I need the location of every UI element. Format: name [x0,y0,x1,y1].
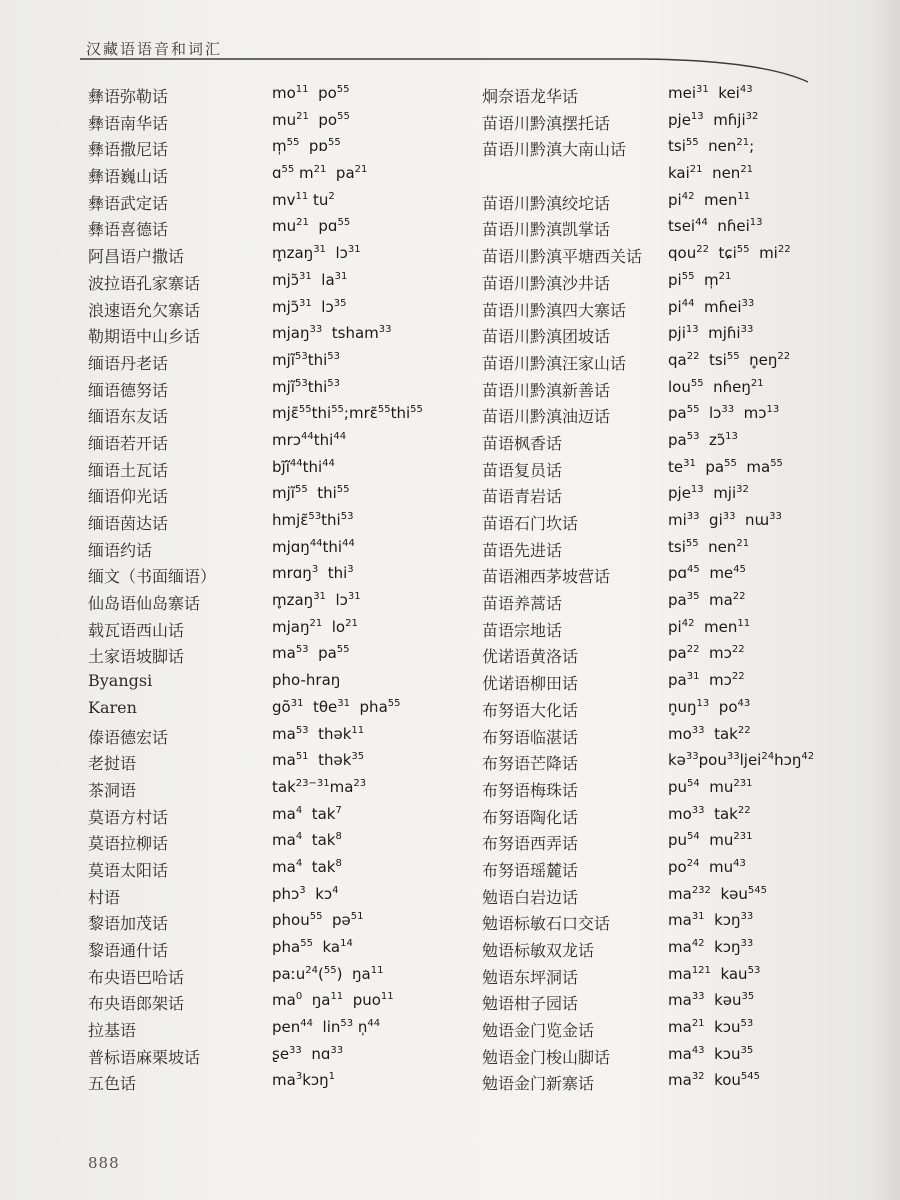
entry-row [482,135,892,162]
language-name: 莫语方村话 [88,807,169,827]
language-name: 黎语加茂话 [88,914,169,934]
language-name: 彝语武定话 [88,193,169,213]
phonetic-form: tsei$^{44}$ nɦei$^{13}$ [668,217,763,236]
entry-row [482,296,892,323]
phonetic-form: $ma^{53}$ $pa^{55}$ [272,644,350,663]
language-name: 缅语约话 [88,540,153,560]
phonetic-form: lou$^{55}$ nɦeŋ$^{21}$ [668,377,764,396]
phonetic-form: $tak^{23-31}ma^{23}$ [272,777,367,796]
entry-row [84,135,474,162]
phonetic-form: pɑ$^{45}$ $me^{45}$ [668,564,746,583]
entry-row [84,749,474,776]
phonetic-form: $qa^{22}$ tsi$^{55}$ $n̥eŋ^{22}$ [668,350,791,369]
page-number: 888 [88,1154,120,1172]
language-name: 苗语湘西茅坡营话 [482,567,611,587]
phonetic-form: mjĩ$^{55}$ thi$^{55}$ [272,484,350,503]
phonetic-form: $pa^{31}$ mɔ$^{22}$ [668,671,745,690]
language-name: 彝语南华话 [88,113,169,133]
phonetic-form: pen$^{44}$ lin$^{53}$ n̩$^{44}$ [272,1018,381,1037]
language-name: 苗语复员话 [482,460,563,480]
entry-row [482,883,892,910]
language-name: 苗语川黔滇摆托话 [482,113,611,133]
language-name: Karen [88,697,137,717]
entry-row [482,456,892,483]
language-name: 苗语青岩话 [482,487,563,507]
phonetic-form: $mo^{33}$ tak$^{22}$ [668,724,751,743]
language-name: 苗语枫香话 [482,433,563,453]
language-name: 苗语石门坎话 [482,514,579,533]
language-name: 苗语川黔滇凯掌话 [482,220,611,240]
phonetic-form: $pa^{35}$ $ma^{22}$ [668,591,746,610]
phonetic-form: kai$^{21}$ nen$^{21}$ [668,164,754,183]
entry-row [84,696,474,723]
phonetic-form: $pi^{42}$ men$^{11}$ [668,617,751,636]
language-name: 缅语土瓦话 [88,460,169,480]
entry-row [84,616,474,643]
language-name: 土家语坡脚话 [88,647,185,667]
phonetic-form: $mo^{33}$ tak$^{22}$ [668,804,751,823]
language-name: 彝语撒尼话 [88,140,169,160]
language-name: 波拉语孔家寨话 [88,273,201,293]
language-name: 布努语芒降话 [482,754,579,774]
language-name: 莫语拉柳话 [88,834,169,854]
phonetic-form: $mo^{11}$ $po^{55}$ [272,84,350,102]
phonetic-form: $ma^{53}$ thək$^{11}$ [272,724,365,743]
entry-row [482,322,892,349]
entry-row [482,482,892,509]
phonetic-form: $gõ^{31}$ tθe$^{31}$ pha$^{55}$ [272,697,401,716]
entry-row [482,589,892,616]
entry-row [84,376,474,403]
language-name: 勉语标敏石口交话 [482,914,611,934]
language-name: 彝语巍山话 [88,167,169,187]
phonetic-form: mjɑŋ$^{44}$thi$^{44}$ [272,537,355,556]
entry-row [482,989,892,1016]
phonetic-form: $te^{31}$ $pa^{55}$ $ma^{55}$ [668,457,783,476]
language-name: 勉语金门览金话 [482,1021,595,1041]
phonetic-form: $ma^{21}$ kɔu$^{53}$ [668,1018,754,1037]
language-name: Byangsi [88,671,153,691]
language-name: 彝语弥勒话 [88,87,169,106]
phonetic-form: $ma^{31}$ kɔŋ$^{33}$ [668,911,754,930]
entry-row [482,536,892,563]
language-name: 苗语川黔滇汪家山话 [482,353,627,373]
phonetic-form: $pu^{54}$ $mu^{231}$ [668,831,753,850]
entry-row [84,402,474,429]
phonetic-form: tsi$^{55}$ nen$^{21}$ [668,537,750,556]
entry-row [84,82,474,109]
language-name: 缅语德努话 [88,380,169,400]
phonetic-form: $pi^{42}$ men$^{11}$ [668,190,751,209]
phonetic-form: $ma^{121}$ kau$^{53}$ [668,964,761,983]
entry-row [84,856,474,883]
language-name: 缅语东友话 [88,407,169,427]
entry-row [482,909,892,936]
entry-row [482,429,892,456]
left-column [84,82,474,1096]
phonetic-form: $pi^{55}$ m̩$^{21}$ [668,270,732,289]
entry-row [84,909,474,936]
entry-row [84,322,474,349]
phonetic-form: pho-hraŋ [272,671,341,690]
entry-row [84,1016,474,1043]
phonetic-form: pje$^{13}$ mji$^{32}$ [668,484,749,503]
entry-row [84,669,474,696]
language-name: 苗语先进话 [482,540,563,560]
entry-row [84,536,474,563]
phonetic-form: mjɔ̃$^{31}$ $la^{31}$ [272,270,348,289]
phonetic-form: mjĩ$^{53}$thi$^{53}$ [272,350,340,369]
entry-row [84,296,474,323]
language-name: 苗语川黔滇新善话 [482,380,611,400]
entry-row [482,509,892,536]
entry-row [84,242,474,269]
entry-row [482,242,892,269]
entry-row [482,1069,892,1096]
phonetic-form: pje$^{13}$ mɦji$^{32}$ [668,110,759,129]
language-name: 缅语仰光话 [88,487,169,507]
language-name: 优诺语柳田话 [482,674,579,694]
entry-row [84,776,474,803]
entry-row [482,856,892,883]
entry-row [84,269,474,296]
entry-row [84,456,474,483]
language-name: 优诺语黄洛话 [482,647,579,667]
phonetic-form: ʂe$^{33}$ nɑ$^{33}$ [272,1044,344,1063]
language-name: 黎语通什话 [88,941,169,960]
phonetic-form: $bj̃ĩ^{44}thi^{44}$ [272,457,335,476]
language-name: 老挝语 [88,754,137,774]
entry-row [482,669,892,696]
entry-row [84,429,474,456]
phonetic-form: tsi$^{55}$ nen$^{21}$; [668,137,755,156]
language-name: 缅文（书面缅语） [88,567,217,587]
phonetic-form: mjɛ̃$^{55}$thi$^{55}$;mrɛ̃$^{55}$thi$^{55}$ [272,404,423,423]
entry-row [482,829,892,856]
language-name: 布努语大化话 [482,700,579,720]
phonetic-form: mei$^{31}$ kei$^{43}$ [668,84,753,102]
language-name: 布央语巴哈话 [88,967,185,987]
right-column [482,82,892,1096]
phonetic-form: m̩$^{55}$ pɒ$^{55}$ [272,137,341,156]
entry-row [482,189,892,216]
language-name: 浪速语允欠寨话 [88,300,201,320]
language-name: 仙岛语仙岛寨话 [88,594,201,614]
language-name: 五色话 [88,1074,137,1094]
language-name: 缅语茵达话 [88,514,169,533]
entry-row [84,963,474,990]
phonetic-form: $po^{24}$ $mu^{43}$ [668,857,746,876]
entry-row [482,803,892,830]
phonetic-form: $pi^{44}$ mɦei$^{33}$ [668,297,755,316]
phonetic-form: qou$^{22}$ tɕi$^{55}$ $mi^{22}$ [668,244,791,263]
phonetic-form: mjɔ̃$^{31}$ lɔ$^{35}$ [272,297,347,316]
entry-row [84,562,474,589]
language-name: 载瓦语西山话 [88,620,185,640]
phonetic-form: phou$^{55}$ pə$^{51}$ [272,911,364,930]
entry-row [84,642,474,669]
language-name: 炯奈语龙华话 [482,87,579,106]
entry-row [482,162,892,189]
entry-row [482,349,892,376]
phonetic-form: paːu$^{24}$($^{55}$) $ŋa^{11}$ [272,964,384,983]
language-name: 村语 [88,887,121,907]
entry-row [482,723,892,750]
entry-row [84,482,474,509]
language-name: 彝语喜德话 [88,220,169,240]
language-name: 苗语川黔滇平塘西关话 [482,247,643,267]
phonetic-form: ɑ$^{55}$ $m^{21}$ $pa^{21}$ [272,164,368,183]
language-name: 勉语白岩边话 [482,887,579,907]
phonetic-form: $mi^{33}$ $gi^{33}$ nɯ$^{33}$ [668,511,782,529]
language-name: 勉语金门梭山脚话 [482,1047,611,1067]
running-header: 汉藏语语音和词汇 [86,40,223,58]
language-name: 苗语养蒿话 [482,594,563,614]
phonetic-form: $ma^{33}$ kəu$^{35}$ [668,991,755,1010]
language-name: 勉语标敏双龙话 [482,941,595,960]
entry-row [84,989,474,1016]
entry-row [84,162,474,189]
phonetic-form: $pa^{53}$ zɔ̃$^{13}$ [668,430,738,449]
language-name: 布努语瑶麓话 [482,860,579,880]
language-name: 布努语梅珠话 [482,780,579,800]
phonetic-form: kə$^{33}$pou$^{33}$ljei$^{24}$hɔŋ$^{42}$ [668,751,815,770]
phonetic-form: phɔ$^3$ kɔ$^4$ [272,884,339,903]
phonetic-form: $ma^0$ $ŋa^{11}$ puo$^{11}$ [272,991,394,1010]
entry-row [84,723,474,750]
phonetic-form: $n̥uŋ^{13}$ $po^{43}$ [668,697,751,716]
phonetic-form: $ma^{43}$ kɔu$^{35}$ [668,1044,754,1063]
entry-row [84,349,474,376]
phonetic-form: m̥zaŋ$^{31}$ lɔ$^{31}$ [272,591,361,610]
entry-row [84,509,474,536]
entry-row [482,1043,892,1070]
language-name: 拉基语 [88,1021,137,1041]
phonetic-form: $ma^4$ tak$^8$ [272,857,342,876]
entry-row [482,562,892,589]
language-name: 布努语陶化话 [482,807,579,827]
language-name: 勉语金门新寨话 [482,1074,595,1094]
language-name: 勉语东坪洞话 [482,967,579,987]
phonetic-form: mjaŋ$^{21}$ $lo^{21}$ [272,617,358,636]
language-name: 布努语西弄话 [482,834,579,854]
phonetic-form: $mu^{21}$ pɑ$^{55}$ [272,217,351,236]
entry-row [482,963,892,990]
phonetic-form: m̥zaŋ$^{31}$ lɔ$^{31}$ [272,244,361,263]
phonetic-form: pha$^{55}$ $ka^{14}$ [272,938,353,956]
language-name: 布央语郎架话 [88,994,185,1014]
phonetic-form: $pa^{55}$ lɔ$^{33}$ mɔ$^{13}$ [668,404,780,423]
entry-row [84,936,474,963]
language-name: 缅语丹老话 [88,353,169,373]
language-name: 苗语川黔滇沙井话 [482,273,611,293]
language-name: 苗语川黔滇大南山话 [482,140,627,160]
entry-row [482,269,892,296]
entry-row [84,589,474,616]
entry-row [482,696,892,723]
entry-row [482,642,892,669]
phonetic-form: $ma^4$ tak$^7$ [272,804,342,823]
phonetic-form: mrɔ$^{44}$thi$^{44}$ [272,430,347,449]
phonetic-form: mjĩ$^{53}$thi$^{53}$ [272,377,340,396]
entry-row [84,1069,474,1096]
language-name: 苗语川黔滇四大寨话 [482,300,627,320]
phonetic-form: $mu^{21}$ $po^{55}$ [272,110,350,129]
phonetic-form: mrɑŋ$^3$ thi$^3$ [272,564,354,583]
language-name: 阿昌语户撒话 [88,247,185,267]
phonetic-form: mjaŋ$^{33}$ tsham$^{33}$ [272,324,392,343]
entry-row [482,749,892,776]
language-name: 勉语柑子园话 [482,994,579,1014]
language-name: 苗语川黔滇团坡话 [482,327,611,347]
entry-row [84,829,474,856]
phonetic-form: $ma^3kɔŋ^1$ [272,1071,335,1090]
entry-row [482,215,892,242]
entry-row [482,402,892,429]
language-name: 苗语宗地话 [482,620,563,640]
phonetic-form: $ma^{32}$ kou$^{545}$ [668,1071,761,1090]
entry-row [482,376,892,403]
language-name: 莫语太阳话 [88,860,169,880]
language-name: 缅语若开话 [88,433,169,453]
language-name: 普标语麻栗坡话 [88,1047,201,1067]
entry-row [84,1043,474,1070]
entry-row [84,883,474,910]
phonetic-form: $ma^{51}$ thək$^{35}$ [272,751,365,770]
entry-row [84,803,474,830]
language-name: 苗语川黔滇油迈话 [482,407,611,427]
phonetic-form: $ma^4$ tak$^8$ [272,831,342,850]
entry-row [482,109,892,136]
phonetic-form: pji$^{13}$ mjɦi$^{33}$ [668,324,754,343]
phonetic-form: $ma^{42}$ kɔŋ$^{33}$ [668,938,754,956]
phonetic-form: hmjɛ̃$^{53}$thi$^{53}$ [272,511,354,529]
phonetic-form: $mv^{11}$ $tu^2$ [272,190,335,209]
phonetic-form: $ma^{232}$ kəu$^{545}$ [668,884,767,903]
entry-row [482,1016,892,1043]
entry-row [84,109,474,136]
entry-row [482,616,892,643]
language-name: 布努语临湛话 [482,727,579,747]
entry-row [84,189,474,216]
entry-row [84,215,474,242]
language-name: 茶洞语 [88,780,137,800]
phonetic-form: $pa^{22}$ mɔ$^{22}$ [668,644,745,663]
page-edge-shadow [870,0,900,1200]
phonetic-form: $pu^{54}$ $mu^{231}$ [668,777,753,796]
entry-row [482,936,892,963]
language-name: 傣语德宏话 [88,727,169,747]
entry-row [482,82,892,109]
entry-row [482,776,892,803]
language-name: 苗语川黔滇绞坨话 [482,193,611,213]
language-name: 勒期语中山乡话 [88,327,201,347]
